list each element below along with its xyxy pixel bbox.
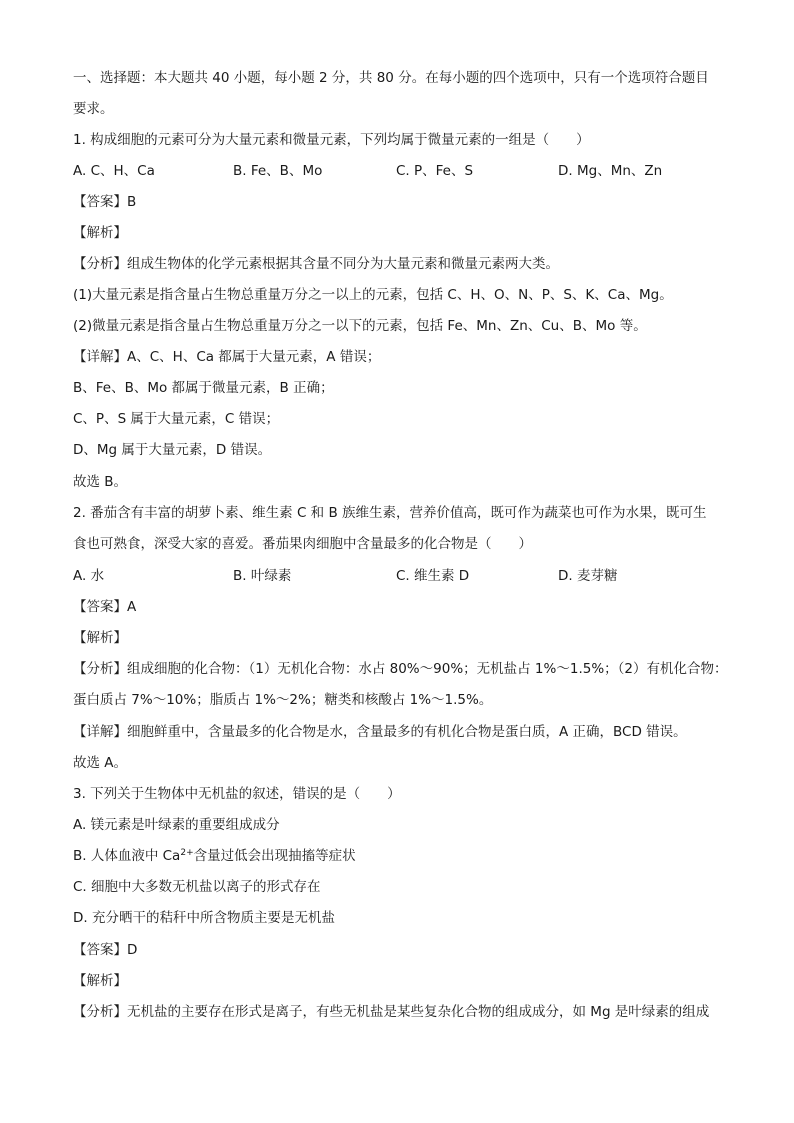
question-1-answer: 【答案】B xyxy=(73,194,137,210)
question-1-analysis-line: C、P、S 属于大量元素，C 错误； xyxy=(73,411,280,427)
question-2-analysis-line: 【分析】组成细胞的化合物：（1）无机化合物：水占 80%～90%；无机盐占 1%～1.5%；（2）有机化合物： xyxy=(73,661,728,677)
question-2-analysis-title: 【解析】 xyxy=(73,630,127,646)
question-1-analysis-title: 【解析】 xyxy=(73,225,127,241)
question-2-option-b: B. 叶绿素 xyxy=(233,568,292,584)
question-1-option-b: B. Fe、B、Mo xyxy=(233,163,323,179)
option-b-tail: 含量过低会出现抽搐等症状 xyxy=(193,848,356,864)
question-2-answer: 【答案】A xyxy=(73,599,137,615)
section-header-line2: 要求。 xyxy=(73,101,114,117)
option-b-text: B. 人体血液中 Ca xyxy=(73,848,181,864)
question-3-analysis-line: 【分析】无机盐的主要存在形式是离子，有些无机盐是某些复杂化合物的组成成分，如 Mg 是叶绿素的组成 xyxy=(73,1004,710,1020)
question-3-option-d: D. 充分晒干的秸秆中所含物质主要是无机盐 xyxy=(73,910,335,926)
question-1-option-d: D. Mg、Mn、Zn xyxy=(558,163,663,179)
question-2-analysis-line: 蛋白质占 7%～10%；脂质占 1%～2%；糖类和核酸占 1%～1.5%。 xyxy=(73,692,493,708)
section-header-line1: 一、选择题：本大题共 40 小题，每小题 2 分，共 80 分。在每小题的四个选项中，只有一个选项符合题目 xyxy=(73,70,709,86)
question-3-option-c: C. 细胞中大多数无机盐以离子的形式存在 xyxy=(73,879,321,895)
question-1-analysis-line: (2)微量元素是指含量占生物总重量万分之一以下的元素，包括 Fe、Mn、Zn、Cu、B、Mo 等。 xyxy=(73,318,647,334)
question-1-analysis-line: D、Mg 属于大量元素，D 错误。 xyxy=(73,442,272,458)
question-1-option-c: C. P、Fe、S xyxy=(396,163,474,179)
question-2-analysis-line: 故选 A。 xyxy=(73,755,128,771)
question-1-analysis-line: 故选 B。 xyxy=(73,474,128,490)
question-3-stem: 3. 下列关于生物体中无机盐的叙述，错误的是（ ） xyxy=(73,786,401,802)
question-3-option-b xyxy=(73,846,356,866)
question-1-analysis-line: 【详解】A、C、H、Ca 都属于大量元素，A 错误； xyxy=(73,349,381,365)
question-2-stem-line1: 2. 番茄含有丰富的胡萝卜素、维生素 C 和 B 族维生素，营养价值高，既可作为蔬菜也可作为水果，既可生 xyxy=(73,505,707,521)
question-3-answer: 【答案】D xyxy=(73,942,138,958)
question-1-stem: 1. 构成细胞的元素可分为大量元素和微量元素，下列均属于微量元素的一组是（ ） xyxy=(73,132,590,148)
question-1-analysis-line: B、Fe、B、Mo 都属于微量元素，B 正确； xyxy=(73,380,334,396)
question-2-option-d: D. 麦芽糖 xyxy=(558,568,618,584)
question-2-analysis-line: 【详解】细胞鲜重中，含量最多的化合物是水，含量最多的有机化合物是蛋白质，A 正确，BCD 错误。 xyxy=(73,724,687,740)
question-3-analysis-title: 【解析】 xyxy=(73,973,127,989)
question-2-stem-line2: 食也可熟食，深受大家的喜爱。番茄果肉细胞中含量最多的化合物是（ ） xyxy=(73,536,532,552)
question-1-option-a: A. C、H、Ca xyxy=(73,163,155,179)
question-1-analysis-line: 【分析】组成生物体的化学元素根据其含量不同分为大量元素和微量元素两大类。 xyxy=(73,256,559,272)
question-3-option-a: A. 镁元素是叶绿素的重要组成成分 xyxy=(73,817,280,833)
question-2-option-c: C. 维生素 D xyxy=(396,568,470,584)
question-1-analysis-line: (1)大量元素是指含量占生物总重量万分之一以上的元素，包括 C、H、O、N、P、S、K、Ca、Mg。 xyxy=(73,287,673,303)
question-2-option-a: A. 水 xyxy=(73,568,105,584)
superscript-charge: 2+ xyxy=(180,848,194,858)
